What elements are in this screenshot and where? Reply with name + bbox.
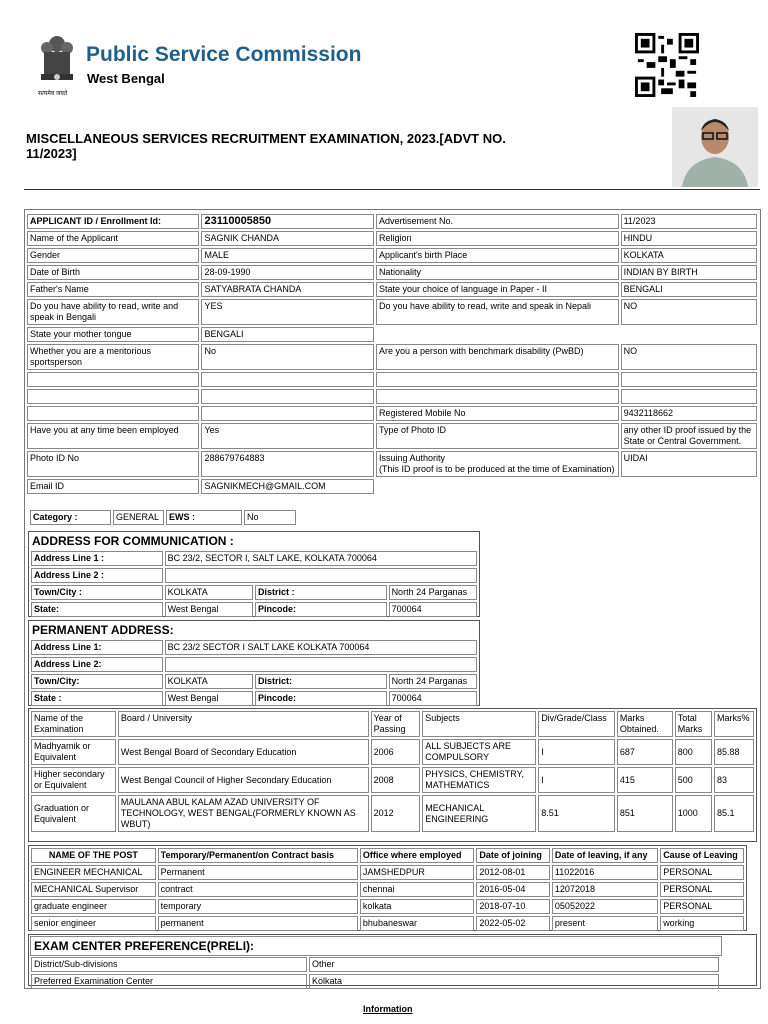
edu-header-cell: Div/Grade/Class xyxy=(538,711,615,737)
label-district: District : xyxy=(255,585,387,600)
applicant-row xyxy=(27,423,757,449)
emp-cell: PERSONAL xyxy=(660,899,744,914)
comm-address-title: ADDRESS FOR COMMUNICATION : xyxy=(32,534,234,548)
field-value: 9432118662 xyxy=(621,406,757,421)
employment-section xyxy=(28,845,747,931)
field-label: Father's Name xyxy=(27,282,199,297)
field-label: Applicant's birth Place xyxy=(376,248,619,263)
applicant-row xyxy=(27,327,757,342)
edu-header-cell: Name of the Examination xyxy=(31,711,116,737)
applicant-row xyxy=(27,344,757,370)
edu-header-cell: Subjects xyxy=(422,711,536,737)
org-subtitle: West Bengal xyxy=(87,71,165,86)
field-label xyxy=(27,372,199,387)
applicant-row xyxy=(27,265,757,280)
applicant-row xyxy=(27,231,757,246)
emp-cell: working xyxy=(660,916,744,931)
table-row xyxy=(31,957,719,972)
field-value: YES xyxy=(201,299,373,325)
table-row xyxy=(31,899,744,914)
comm-state: West Bengal xyxy=(165,602,253,617)
field-label: Nationality xyxy=(376,265,619,280)
perm-town: KOLKATA xyxy=(165,674,253,689)
qr-code xyxy=(634,33,700,97)
education-section xyxy=(28,708,757,842)
edu-cell: West Bengal Board of Secondary Education xyxy=(118,739,369,765)
perm-pincode: 700064 xyxy=(389,691,477,706)
field-value xyxy=(621,389,757,404)
exam-center-title: EXAM CENTER PREFERENCE(PRELI): xyxy=(30,936,722,956)
emp-cell: MECHANICAL Supervisor xyxy=(31,882,156,897)
edu-cell: 85.88 xyxy=(714,739,754,765)
field-label: Do you have ability to read, write and speak in Nepali xyxy=(376,299,619,325)
emp-cell: kolkata xyxy=(360,899,474,914)
field-label xyxy=(376,389,619,404)
edu-header-cell: Board / University xyxy=(118,711,369,737)
label-town: Town/City : xyxy=(31,585,163,600)
field-label: Advertisement No. xyxy=(376,214,619,229)
edu-cell: PHYSICS, CHEMISTRY, MATHEMATICS xyxy=(422,767,536,793)
edu-cell: 2012 xyxy=(371,795,421,832)
emblem-icon xyxy=(36,32,78,94)
edu-cell: 8.51 xyxy=(538,795,615,832)
edu-cell: MECHANICAL ENGINEERING xyxy=(422,795,536,832)
field-label xyxy=(376,372,619,387)
label-pincode: Pincode: xyxy=(255,602,387,617)
edu-header-cell: Marks Obtained. xyxy=(617,711,673,737)
emp-cell: 2016-05-04 xyxy=(476,882,550,897)
emp-cell: Permanent xyxy=(158,865,358,880)
field-value xyxy=(201,372,373,387)
edu-cell: ALL SUBJECTS ARE COMPULSORY xyxy=(422,739,536,765)
emp-cell: graduate engineer xyxy=(31,899,156,914)
field-value xyxy=(621,327,757,342)
field-value: Kolkata xyxy=(309,974,719,989)
exam-title: MISCELLANEOUS SERVICES RECRUITMENT EXAMINATION, 2023.[ADVT NO. 11/2023] xyxy=(26,131,506,161)
emp-cell: senior engineer xyxy=(31,916,156,931)
field-label: District/Sub-divisions xyxy=(31,957,307,972)
field-label: APPLICANT ID / Enrollment Id: xyxy=(27,214,199,229)
employment-table xyxy=(29,846,746,933)
field-value xyxy=(201,389,373,404)
applicant-row xyxy=(27,299,757,325)
field-value xyxy=(621,479,757,494)
field-label: Are you a person with benchmark disability (PwBD) xyxy=(376,344,619,370)
applicant-row xyxy=(27,282,757,297)
field-label: Photo ID No xyxy=(27,451,199,477)
edu-header-cell: Year of Passing xyxy=(371,711,421,737)
table-row xyxy=(31,795,754,832)
label-state: State : xyxy=(31,691,163,706)
edu-cell: Madhyamik or Equivalent xyxy=(31,739,116,765)
emp-cell: JAMSHEDPUR xyxy=(360,865,474,880)
emp-header-cell: NAME OF THE POST xyxy=(31,848,156,863)
table-row xyxy=(31,739,754,765)
field-label: Religion xyxy=(376,231,619,246)
edu-cell: I xyxy=(538,767,615,793)
edu-cell: 800 xyxy=(675,739,712,765)
field-label xyxy=(376,479,619,494)
emp-cell: 12072018 xyxy=(552,882,658,897)
field-value: BENGALI xyxy=(201,327,373,342)
field-label: State your choice of language in Paper - II xyxy=(376,282,619,297)
education-table xyxy=(29,709,756,834)
label-address-line-1: Address Line 1 : xyxy=(31,551,163,566)
table-row xyxy=(31,865,744,880)
applicant-row xyxy=(27,214,757,229)
header-divider xyxy=(24,189,760,190)
field-label xyxy=(376,327,619,342)
field-label: Email ID xyxy=(27,479,199,494)
field-value: SATYABRATA CHANDA xyxy=(201,282,373,297)
field-value: INDIAN BY BIRTH xyxy=(621,265,757,280)
label-district: District: xyxy=(255,674,387,689)
comm-address-table xyxy=(29,549,479,619)
applicant-photo xyxy=(672,107,758,187)
org-name: Public Service Commission xyxy=(86,43,362,66)
field-value: 28-09-1990 xyxy=(201,265,373,280)
edu-cell: Higher secondary or Equivalent xyxy=(31,767,116,793)
field-value: 23110005850 xyxy=(201,214,373,229)
field-value: HINDU xyxy=(621,231,757,246)
field-value: MALE xyxy=(201,248,373,263)
field-value: Other xyxy=(309,957,719,972)
emp-header-cell: Date of joining xyxy=(476,848,550,863)
edu-header-cell: Total Marks xyxy=(675,711,712,737)
emp-cell: 2022-05-02 xyxy=(476,916,550,931)
emp-cell: contract xyxy=(158,882,358,897)
edu-cell: 85.1 xyxy=(714,795,754,832)
applicant-row xyxy=(27,389,757,404)
field-value: BENGALI xyxy=(621,282,757,297)
field-label: Registered Mobile No xyxy=(376,406,619,421)
field-label: Issuing Authority (This ID proof is to be produced at the time of Examination) xyxy=(376,451,619,477)
applicant-details-table xyxy=(25,212,759,496)
field-label: Name of the Applicant xyxy=(27,231,199,246)
emp-cell: temporary xyxy=(158,899,358,914)
applicant-row xyxy=(27,451,757,477)
applicant-row xyxy=(27,406,757,421)
field-value: Yes xyxy=(201,423,373,449)
perm-address-line-2 xyxy=(165,657,477,672)
emp-cell: present xyxy=(552,916,658,931)
field-label: State your mother tongue xyxy=(27,327,199,342)
field-value xyxy=(201,406,373,421)
emp-cell: 05052022 xyxy=(552,899,658,914)
emp-cell: 11022016 xyxy=(552,865,658,880)
emp-cell: 2018-07-10 xyxy=(476,899,550,914)
label-address-line-2: Address Line 2 : xyxy=(31,568,163,583)
perm-address-table xyxy=(29,638,479,708)
edu-cell: West Bengal Council of Higher Secondary Education xyxy=(118,767,369,793)
emblem-motto: सत्यमेव जयते xyxy=(38,91,68,97)
edu-cell: 2006 xyxy=(371,739,421,765)
category-table xyxy=(28,508,298,527)
field-label: Have you at any time been employed xyxy=(27,423,199,449)
exam-center-table xyxy=(29,955,721,991)
edu-cell: 83 xyxy=(714,767,754,793)
field-label: Do you have ability to read, write and speak in Bengali xyxy=(27,299,199,325)
field-value: NO xyxy=(621,299,757,325)
edu-cell: I xyxy=(538,739,615,765)
table-row xyxy=(31,882,744,897)
perm-address-line-1: BC 23/2 SECTOR I SALT LAKE KOLKATA 700064 xyxy=(165,640,477,655)
category-label: Category : xyxy=(30,510,111,525)
applicant-row xyxy=(27,479,757,494)
field-label xyxy=(27,406,199,421)
field-value: NO xyxy=(621,344,757,370)
edu-cell: 415 xyxy=(617,767,673,793)
perm-district: North 24 Parganas xyxy=(389,674,477,689)
emp-cell: 2012-08-01 xyxy=(476,865,550,880)
edu-cell: 500 xyxy=(675,767,712,793)
edu-cell: Graduation or Equivalent xyxy=(31,795,116,832)
field-value: No xyxy=(201,344,373,370)
table-row xyxy=(31,916,744,931)
perm-address-title: PERMANENT ADDRESS: xyxy=(32,623,174,637)
field-label: Gender xyxy=(27,248,199,263)
comm-address-line-1: BC 23/2, SECTOR I, SALT LAKE, KOLKATA 700064 xyxy=(165,551,477,566)
field-value: KOLKATA xyxy=(621,248,757,263)
emp-cell: PERSONAL xyxy=(660,865,744,880)
comm-pincode: 700064 xyxy=(389,602,477,617)
emp-cell: bhubaneswar xyxy=(360,916,474,931)
comm-address-line-2 xyxy=(165,568,477,583)
field-value: any other ID proof issued by the State or Central Government. xyxy=(621,423,757,449)
perm-state: West Bengal xyxy=(165,691,253,706)
table-row xyxy=(31,767,754,793)
label-pincode: Pincode: xyxy=(255,691,387,706)
emp-cell: chennai xyxy=(360,882,474,897)
field-value: 288679764883 xyxy=(201,451,373,477)
field-label: Date of Birth xyxy=(27,265,199,280)
field-label: Whether you are a meritorious sportsperson xyxy=(27,344,199,370)
exam-center-section xyxy=(28,934,757,986)
field-label: Preferred Examination Center xyxy=(31,974,307,989)
perm-address-section xyxy=(28,620,480,706)
edu-cell: 851 xyxy=(617,795,673,832)
applicant-row xyxy=(27,248,757,263)
table-row xyxy=(31,974,719,989)
emp-header-cell: Date of leaving, if any xyxy=(552,848,658,863)
field-value: SAGNIKMECH@GMAIL.COM xyxy=(201,479,373,494)
edu-cell: 687 xyxy=(617,739,673,765)
label-town: Town/City: xyxy=(31,674,163,689)
field-label: Type of Photo ID xyxy=(376,423,619,449)
emp-cell: PERSONAL xyxy=(660,882,744,897)
label-address-line-1: Address Line 1: xyxy=(31,640,163,655)
field-value: SAGNIK CHANDA xyxy=(201,231,373,246)
label-address-line-2: Address Line 2: xyxy=(31,657,163,672)
category-value: GENERAL xyxy=(113,510,164,525)
field-label xyxy=(27,389,199,404)
comm-address-section xyxy=(28,531,480,617)
emp-cell: permanent xyxy=(158,916,358,931)
field-value: 11/2023 xyxy=(621,214,757,229)
comm-district: North 24 Parganas xyxy=(389,585,477,600)
field-value xyxy=(621,372,757,387)
emp-header-cell: Office where employed xyxy=(360,848,474,863)
edu-cell: MAULANA ABUL KALAM AZAD UNIVERSITY OF TECHNOLOGY, WEST BENGAL(FORMERLY KNOWN AS WBUT) xyxy=(118,795,369,832)
applicant-row xyxy=(27,372,757,387)
edu-cell: 2008 xyxy=(371,767,421,793)
field-value: UIDAI xyxy=(621,451,757,477)
emp-cell: ENGINEER MECHANICAL xyxy=(31,865,156,880)
edu-cell: 1000 xyxy=(675,795,712,832)
ews-value: No xyxy=(244,510,296,525)
emp-header-cell: Temporary/Permanent/on Contract basis xyxy=(158,848,358,863)
edu-header-cell: Marks% xyxy=(714,711,754,737)
label-state: State: xyxy=(31,602,163,617)
emp-header-cell: Cause of Leaving xyxy=(660,848,744,863)
ews-label: EWS : xyxy=(166,510,242,525)
information-heading: Information xyxy=(363,1004,413,1014)
comm-town: KOLKATA xyxy=(165,585,253,600)
